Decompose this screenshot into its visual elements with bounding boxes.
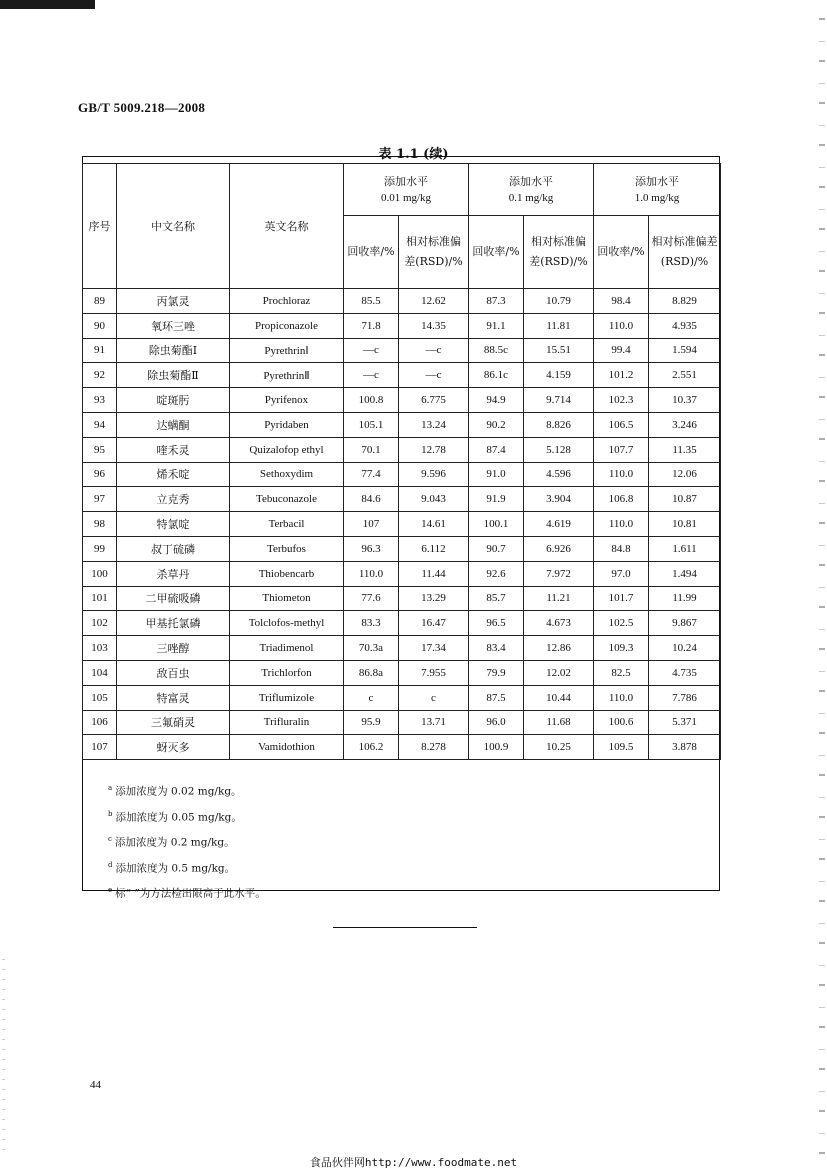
- row-index-cell: 104: [83, 660, 117, 685]
- en-name-cell: Propiconazole: [230, 313, 344, 338]
- rsd-2-cell: 4.619: [524, 512, 594, 537]
- rsd-3-cell: 10.24: [649, 636, 721, 661]
- cn-name-cell: 丙氯灵: [117, 289, 230, 314]
- recovery-table: [82, 163, 721, 760]
- rsd-2-cell: 4.673: [524, 611, 594, 636]
- recovery-1-cell: 71.8: [344, 313, 399, 338]
- rsd-2-cell: 10.79: [524, 289, 594, 314]
- cn-name-cell: 啶斑肟: [117, 388, 230, 413]
- rsd-1-cell: 6.112: [399, 536, 469, 561]
- recovery-1-cell: 107: [344, 512, 399, 537]
- rsd-1-cell: 12.78: [399, 437, 469, 462]
- recovery-2-cell: 91.0: [469, 462, 524, 487]
- rsd-2-cell: 6.926: [524, 536, 594, 561]
- recovery-1-cell: 84.6: [344, 487, 399, 512]
- row-index-cell: 101: [83, 586, 117, 611]
- recovery-3-cell: 84.8: [594, 536, 649, 561]
- header-level-conc: 0.01 mg/kg: [380, 191, 432, 204]
- rsd-3-cell: 10.87: [649, 487, 721, 512]
- recovery-1-cell: 70.1: [344, 437, 399, 462]
- table-row: [83, 710, 721, 735]
- recovery-2-cell: 87.3: [469, 289, 524, 314]
- recovery-3-cell: 82.5: [594, 660, 649, 685]
- table-row: [83, 363, 721, 388]
- table-row: [83, 487, 721, 512]
- rsd-2-cell: 10.25: [524, 735, 594, 760]
- header-level-label: 添加水平: [384, 174, 428, 188]
- recovery-1-cell: 77.4: [344, 462, 399, 487]
- en-name-cell: Vamidothion: [230, 735, 344, 760]
- recovery-3-cell: 110.0: [594, 512, 649, 537]
- en-name-cell: Quizalofop ethyl: [230, 437, 344, 462]
- rsd-1-cell: 8.278: [399, 735, 469, 760]
- recovery-2-cell: 96.5: [469, 611, 524, 636]
- row-index-cell: 91: [83, 338, 117, 363]
- recovery-2-cell: 90.7: [469, 536, 524, 561]
- rsd-1-cell: 11.44: [399, 561, 469, 586]
- rsd-1-cell: 13.29: [399, 586, 469, 611]
- table-row: [83, 586, 721, 611]
- table-row: [83, 685, 721, 710]
- rsd-3-cell: 4.935: [649, 313, 721, 338]
- header-rsd: 相对标准偏差(RSD)/%: [649, 216, 721, 289]
- rsd-2-cell: 11.68: [524, 710, 594, 735]
- recovery-1-cell: 70.3a: [344, 636, 399, 661]
- table-row: [83, 512, 721, 537]
- recovery-2-cell: 100.1: [469, 512, 524, 537]
- row-index-cell: 98: [83, 512, 117, 537]
- row-index-cell: 105: [83, 685, 117, 710]
- recovery-2-cell: 90.2: [469, 412, 524, 437]
- rsd-3-cell: 1.594: [649, 338, 721, 363]
- table-row: [83, 660, 721, 685]
- rsd-1-cell: 12.62: [399, 289, 469, 314]
- en-name-cell: Thiobencarb: [230, 561, 344, 586]
- rsd-2-cell: 10.44: [524, 685, 594, 710]
- en-name-cell: Terbacil: [230, 512, 344, 537]
- rsd-1-cell: 13.24: [399, 412, 469, 437]
- recovery-2-cell: 96.0: [469, 710, 524, 735]
- rsd-3-cell: 8.829: [649, 289, 721, 314]
- en-name-cell: PyrethrinⅠ: [230, 338, 344, 363]
- recovery-1-cell: 110.0: [344, 561, 399, 586]
- header-level-3: [594, 164, 721, 216]
- recovery-3-cell: 106.5: [594, 412, 649, 437]
- header-rsd: 相对标准偏差(RSD)/%: [399, 216, 469, 289]
- rsd-1-cell: 7.955: [399, 660, 469, 685]
- recovery-1-cell: 105.1: [344, 412, 399, 437]
- table-notes: [108, 777, 266, 905]
- header-level-conc: 0.1 mg/kg: [508, 191, 554, 204]
- header-level-label: 添加水平: [509, 174, 553, 188]
- recovery-2-cell: 85.7: [469, 586, 524, 611]
- rsd-3-cell: 3.878: [649, 735, 721, 760]
- cn-name-cell: 特氯啶: [117, 512, 230, 537]
- header-level-conc: 1.0 mg/kg: [634, 191, 680, 204]
- page-number: 44: [90, 1079, 101, 1091]
- header-level-1: [344, 164, 469, 216]
- rsd-3-cell: 10.37: [649, 388, 721, 413]
- header-en-name: 英文名称: [230, 164, 344, 289]
- rsd-2-cell: 9.714: [524, 388, 594, 413]
- recovery-2-cell: 83.4: [469, 636, 524, 661]
- rsd-3-cell: 9.867: [649, 611, 721, 636]
- rsd-2-cell: 15.51: [524, 338, 594, 363]
- en-name-cell: Tebuconazole: [230, 487, 344, 512]
- cn-name-cell: 氧环三唑: [117, 313, 230, 338]
- en-name-cell: Terbufos: [230, 536, 344, 561]
- recovery-3-cell: 101.7: [594, 586, 649, 611]
- recovery-3-cell: 98.4: [594, 289, 649, 314]
- cn-name-cell: 除虫菊酯Ⅱ: [117, 363, 230, 388]
- standard-code: GB/T 5009.218—2008: [78, 100, 206, 115]
- cn-name-cell: 达螨酮: [117, 412, 230, 437]
- row-index-cell: 92: [83, 363, 117, 388]
- cn-name-cell: 二甲硫吸磷: [117, 586, 230, 611]
- recovery-1-cell: 96.3: [344, 536, 399, 561]
- en-name-cell: Trifluralin: [230, 710, 344, 735]
- recovery-2-cell: 86.1c: [469, 363, 524, 388]
- recovery-1-cell: c: [344, 685, 399, 710]
- cn-name-cell: 立克秀: [117, 487, 230, 512]
- note: $^c$ 添加浓度为 0.2 mg/kg。: [108, 835, 235, 849]
- cn-name-cell: 特富灵: [117, 685, 230, 710]
- row-index-cell: 89: [83, 289, 117, 314]
- recovery-1-cell: 77.6: [344, 586, 399, 611]
- cn-name-cell: 叔丁硫磷: [117, 536, 230, 561]
- header-index: 序号: [83, 164, 117, 289]
- recovery-2-cell: 87.5: [469, 685, 524, 710]
- table-row: [83, 437, 721, 462]
- recovery-3-cell: 109.3: [594, 636, 649, 661]
- cn-name-cell: 蚜灭多: [117, 735, 230, 760]
- recovery-3-cell: 100.6: [594, 710, 649, 735]
- recovery-2-cell: 100.9: [469, 735, 524, 760]
- rsd-2-cell: 7.972: [524, 561, 594, 586]
- rsd-3-cell: 4.735: [649, 660, 721, 685]
- recovery-3-cell: 102.5: [594, 611, 649, 636]
- table-row: [83, 338, 721, 363]
- row-index-cell: 100: [83, 561, 117, 586]
- note: $^a$ 添加浓度为 0.02 mg/kg。: [108, 784, 242, 798]
- header-cn-name: 中文名称: [117, 164, 230, 289]
- table-row: [83, 388, 721, 413]
- recovery-3-cell: 110.0: [594, 685, 649, 710]
- recovery-2-cell: 92.6: [469, 561, 524, 586]
- rsd-1-cell: 13.71: [399, 710, 469, 735]
- rsd-2-cell: 5.128: [524, 437, 594, 462]
- rsd-2-cell: 8.826: [524, 412, 594, 437]
- rsd-3-cell: 1.611: [649, 536, 721, 561]
- header-rsd: 相对标准偏差(RSD)/%: [524, 216, 594, 289]
- table-row: [83, 611, 721, 636]
- en-name-cell: Thiometon: [230, 586, 344, 611]
- en-name-cell: PyrethrinⅡ: [230, 363, 344, 388]
- recovery-2-cell: 91.1: [469, 313, 524, 338]
- scan-edge-bar: [0, 0, 95, 9]
- cn-name-cell: 烯禾啶: [117, 462, 230, 487]
- rsd-3-cell: 11.99: [649, 586, 721, 611]
- header-recovery: 回收率/%: [594, 216, 649, 289]
- rsd-3-cell: 1.494: [649, 561, 721, 586]
- end-rule: [333, 927, 477, 928]
- recovery-3-cell: 110.0: [594, 462, 649, 487]
- rsd-3-cell: 7.786: [649, 685, 721, 710]
- table-row: [83, 313, 721, 338]
- recovery-1-cell: 95.9: [344, 710, 399, 735]
- recovery-3-cell: 101.2: [594, 363, 649, 388]
- row-index-cell: 90: [83, 313, 117, 338]
- table-row: [83, 735, 721, 760]
- row-index-cell: 106: [83, 710, 117, 735]
- recovery-1-cell: 86.8a: [344, 660, 399, 685]
- row-index-cell: 93: [83, 388, 117, 413]
- recovery-2-cell: 94.9: [469, 388, 524, 413]
- rsd-1-cell: 14.61: [399, 512, 469, 537]
- rsd-3-cell: 2.551: [649, 363, 721, 388]
- table-row: [83, 636, 721, 661]
- row-index-cell: 95: [83, 437, 117, 462]
- table-row: [83, 561, 721, 586]
- rsd-2-cell: 11.21: [524, 586, 594, 611]
- note: $^e$ 标“ ”为方法检出限高于此水平。: [108, 886, 266, 900]
- header-recovery: 回收率/%: [344, 216, 399, 289]
- en-name-cell: Pyrifenox: [230, 388, 344, 413]
- recovery-2-cell: 79.9: [469, 660, 524, 685]
- rsd-2-cell: 4.596: [524, 462, 594, 487]
- en-name-cell: Pyridaben: [230, 412, 344, 437]
- rsd-2-cell: 12.86: [524, 636, 594, 661]
- table-row: [83, 412, 721, 437]
- table-row: [83, 536, 721, 561]
- recovery-3-cell: 97.0: [594, 561, 649, 586]
- en-name-cell: Sethoxydim: [230, 462, 344, 487]
- rsd-1-cell: 17.34: [399, 636, 469, 661]
- en-name-cell: Trichlorfon: [230, 660, 344, 685]
- recovery-1-cell: 83.3: [344, 611, 399, 636]
- scan-edge-noise: [819, 0, 825, 1169]
- footer-watermark: 食品伙伴网http://www.foodmate.net: [309, 1156, 518, 1169]
- note: $^d$ 添加浓度为 0.5 mg/kg。: [108, 860, 236, 874]
- table-caption: 表 1.1 (续): [378, 147, 449, 162]
- recovery-2-cell: 91.9: [469, 487, 524, 512]
- rsd-1-cell: c: [399, 685, 469, 710]
- cn-name-cell: 甲基托氯磷: [117, 611, 230, 636]
- recovery-1-cell: 106.2: [344, 735, 399, 760]
- recovery-3-cell: 106.8: [594, 487, 649, 512]
- recovery-3-cell: 102.3: [594, 388, 649, 413]
- rsd-2-cell: 3.904: [524, 487, 594, 512]
- cn-name-cell: 三唑醇: [117, 636, 230, 661]
- recovery-2-cell: 87.4: [469, 437, 524, 462]
- rsd-2-cell: 12.02: [524, 660, 594, 685]
- row-index-cell: 107: [83, 735, 117, 760]
- row-index-cell: 99: [83, 536, 117, 561]
- rsd-3-cell: 3.246: [649, 412, 721, 437]
- cn-name-cell: 杀草丹: [117, 561, 230, 586]
- rsd-3-cell: 10.81: [649, 512, 721, 537]
- en-name-cell: Triadimenol: [230, 636, 344, 661]
- recovery-1-cell: —c: [344, 363, 399, 388]
- row-index-cell: 96: [83, 462, 117, 487]
- rsd-1-cell: 6.775: [399, 388, 469, 413]
- row-index-cell: 94: [83, 412, 117, 437]
- cn-name-cell: 喹禾灵: [117, 437, 230, 462]
- table-row: [83, 289, 721, 314]
- header-recovery: 回收率/%: [469, 216, 524, 289]
- cn-name-cell: 敌百虫: [117, 660, 230, 685]
- en-name-cell: Tolclofos-methyl: [230, 611, 344, 636]
- note: $^b$ 添加浓度为 0.05 mg/kg。: [108, 809, 242, 823]
- rsd-3-cell: 5.371: [649, 710, 721, 735]
- recovery-3-cell: 109.5: [594, 735, 649, 760]
- rsd-1-cell: 14.35: [399, 313, 469, 338]
- row-index-cell: 103: [83, 636, 117, 661]
- scan-edge-noise-left: [2, 950, 5, 1150]
- recovery-3-cell: 107.7: [594, 437, 649, 462]
- table-body: [83, 289, 721, 760]
- en-name-cell: Prochloraz: [230, 289, 344, 314]
- rsd-1-cell: 16.47: [399, 611, 469, 636]
- table-row: [83, 462, 721, 487]
- cn-name-cell: 除虫菊酯Ⅰ: [117, 338, 230, 363]
- rsd-3-cell: 12.06: [649, 462, 721, 487]
- cn-name-cell: 三氟硝灵: [117, 710, 230, 735]
- recovery-1-cell: —c: [344, 338, 399, 363]
- row-index-cell: 102: [83, 611, 117, 636]
- rsd-2-cell: 11.81: [524, 313, 594, 338]
- rsd-1-cell: —c: [399, 338, 469, 363]
- en-name-cell: Triflumizole: [230, 685, 344, 710]
- row-index-cell: 97: [83, 487, 117, 512]
- rsd-1-cell: 9.596: [399, 462, 469, 487]
- recovery-1-cell: 100.8: [344, 388, 399, 413]
- rsd-1-cell: 9.043: [399, 487, 469, 512]
- rsd-2-cell: 4.159: [524, 363, 594, 388]
- recovery-2-cell: 88.5c: [469, 338, 524, 363]
- header-level-label: 添加水平: [635, 174, 679, 188]
- recovery-3-cell: 99.4: [594, 338, 649, 363]
- rsd-1-cell: —c: [399, 363, 469, 388]
- recovery-1-cell: 85.5: [344, 289, 399, 314]
- header-level-2: [469, 164, 594, 216]
- rsd-3-cell: 11.35: [649, 437, 721, 462]
- recovery-3-cell: 110.0: [594, 313, 649, 338]
